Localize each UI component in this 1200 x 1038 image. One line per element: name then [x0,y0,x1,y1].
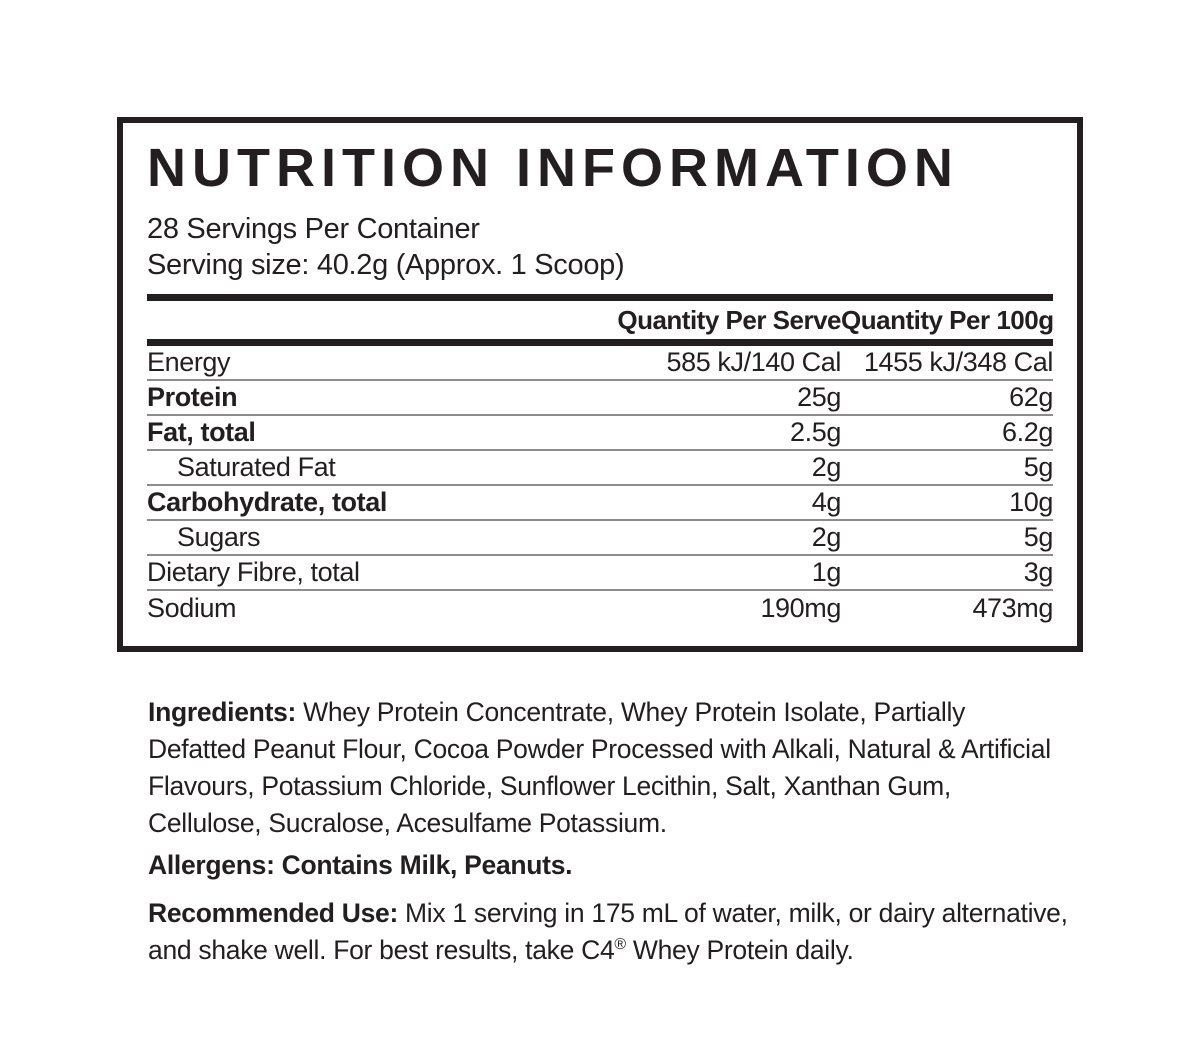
row-value-per-serve: 2g [811,452,841,482]
recommended-use-text-1: Mix 1 serving in 175 mL of water, milk, or dairy alternative, and shake well. For best results, take C4 [148,897,1068,965]
row-value-per-100g: 6.2g [1002,417,1053,447]
recommended-use-label: Recommended Use: [148,897,398,928]
row-value-per-100g: 473mg [972,593,1053,623]
allergens-paragraph [148,847,1058,884]
column-header-per-serve: Quantity Per Serve [617,304,841,335]
serving-size: Serving size: 40.2g (Approx. 1 Scoop) [147,249,625,281]
row-name: Carbohydrate, total [147,487,387,517]
row-value-per-100g: 5g [1023,522,1053,552]
ingredients-label: Ingredients: [148,696,297,727]
row-value-per-100g: 62g [1009,382,1053,412]
row-name: Protein [147,382,238,412]
allergens-text: Contains Milk, Peanuts. [274,849,573,880]
row-value-per-serve: 190mg [760,593,841,623]
row-value-per-serve: 4g [811,487,841,517]
row-value-per-100g: 10g [1009,487,1053,517]
ingredients-text: Whey Protein Concentrate, Whey Protein Isolate, Partially Defatted Peanut Flour, Cocoa Powder Processed with Alkali, Natural & Artificial Flavours, Potassium Chloride, Sunflower Lecithin, Salt, Xanthan Gum, Cellulose, Sucralose, Acesulfame Potassium. [148,696,1051,838]
table-row [147,381,1053,416]
table-row [147,346,1053,381]
table-row [147,591,1053,626]
row-name: Energy [147,347,231,377]
table-row [147,521,1053,556]
row-value-per-serve: 1g [811,557,841,587]
servings-per-container: 28 Servings Per Container [147,213,480,245]
divider-thick-mid [147,339,1053,346]
row-value-per-serve: 585 kJ/140 Cal [666,347,841,377]
row-name: Sodium [147,593,237,623]
panel-title: NUTRITION INFORMATION [147,138,959,198]
row-value-per-serve: 2g [811,522,841,552]
row-name: Fat, total [147,417,256,447]
row-name: Dietary Fibre, total [147,557,360,587]
row-value-per-100g: 3g [1023,557,1053,587]
recommended-use-paragraph [148,895,1083,969]
table-row [147,556,1053,591]
allergens-label: Allergens: [148,849,275,880]
table-row [147,451,1053,486]
row-name: Saturated Fat [177,452,336,482]
divider-thick-top [147,294,1053,301]
table-row [147,486,1053,521]
row-value-per-serve: 25g [797,382,841,412]
table-header [147,301,1053,339]
nutrition-panel [117,117,1083,652]
ingredients-paragraph [148,694,1058,842]
serving-info [147,211,1053,283]
row-value-per-100g: 5g [1023,452,1053,482]
table-row [147,416,1053,451]
nutrition-table [147,346,1053,626]
row-value-per-serve: 2.5g [790,417,841,447]
row-value-per-100g: 1455 kJ/348 Cal [863,347,1053,377]
row-name: Sugars [177,522,261,552]
recommended-use-text-2: Whey Protein daily. [625,934,854,965]
registered-trademark-symbol: ® [614,935,626,953]
column-header-per-100g: Quantity Per 100g [841,304,1054,335]
